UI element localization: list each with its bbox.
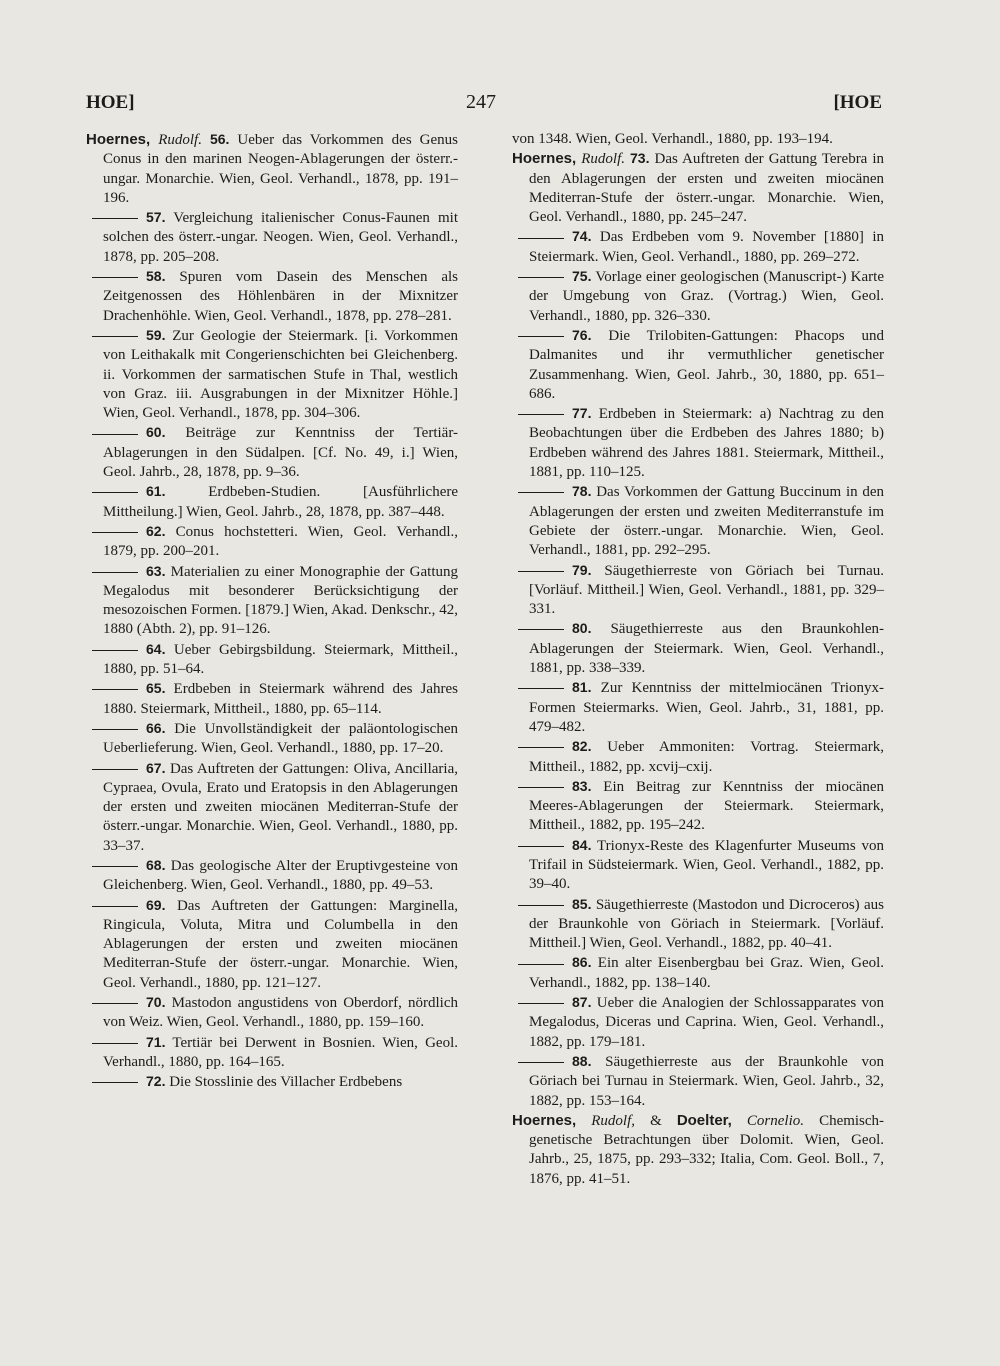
- header-left: HOE]: [86, 92, 135, 113]
- entry-text: Das Erdbeben vom 9. November [1880] in Steiermark. Wien, Geol. Verhandl., 1880, pp. 269–272.: [529, 229, 884, 265]
- ditto-dash: [518, 492, 564, 493]
- entry-ampersand: &: [650, 1112, 662, 1129]
- bibliography-entry: [86, 993, 458, 1033]
- entry-text: Das Auftreten der Gattungen: Marginella, Ringicula, Voluta, Mitra und Columbella in den Ablagerungen der ersten und zweiten miocänen Mediterran-Stufe der österr.-ungar. Monarchie. Wien, Geol. Verhandl., 1880, pp. 121–127.: [103, 897, 458, 991]
- entry-number: 73.: [630, 150, 650, 167]
- entry-number: 57.: [146, 209, 166, 226]
- ditto-dash: [518, 1003, 564, 1004]
- entry-number: 88.: [572, 1052, 592, 1069]
- ditto-dash: [518, 964, 564, 965]
- entry-text: Zur Geologie der Steiermark. [i. Vorkommen von Leithakalk mit Congerienschichten bei Gleichenberg. ii. Vorkommen der sarmatischen Stufe in Thal, westlich von Graz. iii. Ausgrabungen in der Mixnitzer Höhle.] Wien, Geol. Verhandl., 1878, pp. 304–306.: [103, 327, 458, 422]
- entry-text: Ueber das Vorkommen des Genus Conus in den marinen Neogen-Ablagerungen der österr.-ungar. Monarchie. Wien, Geol. Verhandl., 1878, pp. 191–196.: [103, 132, 458, 206]
- left-column: [86, 130, 458, 1093]
- entry-text: Das geologische Alter der Eruptivgesteine von Gleichenberg. Wien, Geol. Verhandl., 1880, pp. 49–53.: [103, 857, 458, 894]
- entry-number: 71.: [146, 1033, 166, 1050]
- ditto-dash: [92, 336, 138, 337]
- entry-number: 79.: [572, 561, 592, 578]
- ditto-dash: [518, 787, 564, 788]
- bibliography-entry: [512, 993, 884, 1052]
- ditto-dash: [92, 218, 138, 219]
- entry-number: 81.: [572, 679, 592, 696]
- bibliography-entry: [512, 619, 884, 678]
- bibliography-entry: [86, 679, 458, 719]
- entry-text: Das Auftreten der Gattungen: Oliva, Ancillaria, Cypraea, Ovula, Erato und Eratopsis in den Ablagerungen der ersten und zweiten miocänen Mediterran-Stufe der österr.-ungar. Monarchie. Wien, Geol. Verhandl., 1880, pp. 33–37.: [103, 760, 458, 854]
- entry-text: von 1348. Wien, Geol. Verhandl., 1880, pp. 193–194.: [512, 131, 833, 147]
- bibliography-entry: [512, 678, 884, 737]
- entry-text: Spuren vom Dasein des Menschen als Zeitgenossen des Höhlenbären in der Mixnitzer Drachenhöhle. Wien, Geol. Verhandl., 1878, pp. 278–281.: [103, 269, 459, 324]
- bibliography-entry: [86, 640, 458, 680]
- entry-text: Die Trilobiten-Gattungen: Phacops und Dalmanites und ihr vermuthlicher genetischer Zusammenhang. Wien, Geol. Jahrb., 30, 1880, pp. 651–686.: [529, 327, 884, 402]
- ditto-dash: [518, 629, 564, 630]
- ditto-dash: [92, 689, 138, 690]
- ditto-dash: [518, 414, 564, 415]
- entry-number: 76.: [572, 326, 592, 343]
- ditto-dash: [92, 729, 138, 730]
- entry-number: 60.: [146, 424, 166, 441]
- entry-given-name: Rudolf.: [158, 132, 202, 148]
- entry-text: Säugethierreste aus der Braunkohle von Göriach bei Turnau in Steiermark. Wien, Geol. Jahrb., 32, 1882, pp. 153–164.: [529, 1053, 884, 1109]
- bibliography-entry: [512, 130, 884, 149]
- entry-text: Vergleichung italienischer Conus-Faunen mit solchen des österr.-ungar. Neogen. Wien, Geol. Verhandl., 1878, pp. 205–208.: [103, 210, 458, 265]
- entry-number: 85.: [572, 895, 592, 912]
- ditto-dash: [518, 277, 564, 278]
- entry-text: Ein Beitrag zur Kenntniss der miocänen Meeres-Ablagerungen der Steiermark. Steiermark, Mittheil., 1882, pp. 195–242.: [529, 778, 884, 834]
- entry-text: Tertiär bei Derwent in Bosnien. Wien, Geol. Verhandl., 1880, pp. 164–165.: [103, 1034, 458, 1070]
- ditto-dash: [518, 1062, 564, 1063]
- bibliography-entry: [512, 267, 884, 326]
- entry-number: 56.: [209, 131, 230, 147]
- entry-text: Erdbeben in Steiermark während des Jahres 1880. Steiermark, Mittheil., 1880, pp. 65–114.: [103, 681, 458, 717]
- bibliography-entry: [86, 1033, 458, 1073]
- ditto-dash: [92, 650, 138, 651]
- entry-text: Ein alter Eisenbergbau bei Graz. Wien, Geol. Verhandl., 1882, pp. 138–140.: [529, 955, 885, 991]
- bibliography-entry: [86, 208, 458, 267]
- bibliography-entry: [86, 326, 458, 423]
- bibliography-entry: [86, 1072, 458, 1092]
- entry-text: Das Vorkommen der Gattung Buccinum in den Ablagerungen der ersten und zweiten Mediterranstufe im Gebiete der österr.-ungar. Monarchie. Wien, Geol. Verhandl., 1881, pp. 292–295.: [529, 484, 884, 559]
- ditto-dash: [92, 906, 138, 907]
- entry-text: Die Unvollständigkeit der paläontologischen Ueberlieferung. Wien, Geol. Verhandl., 1880, pp. 17–20.: [103, 720, 458, 757]
- bibliography-entry: [512, 1111, 884, 1189]
- running-header: [86, 92, 882, 122]
- ditto-dash: [92, 769, 138, 770]
- bibliography-entry: [512, 777, 884, 836]
- entry-number: 77.: [572, 405, 592, 422]
- header-right: [HOE: [833, 92, 882, 113]
- entry-number: 78.: [572, 483, 592, 500]
- entry-number: 87.: [572, 994, 592, 1011]
- entry-text: Mastodon angustidens von Oberdorf, nördlich von Weiz. Wien, Geol. Verhandl., 1880, pp. 159–160.: [103, 995, 459, 1031]
- bibliography-entry: [86, 522, 458, 562]
- entry-text: Beiträge zur Kenntniss der Tertiär-Ablagerungen in den Südalpen. [Cf. No. 49, i.] Wien, Geol. Jahrb., 28, 1878, pp. 9–36.: [103, 425, 459, 481]
- ditto-dash: [518, 571, 564, 572]
- entry-number: 70.: [146, 994, 166, 1011]
- entry-number: 83.: [572, 777, 592, 794]
- bibliography-entry: [512, 737, 884, 777]
- entry-number: 64.: [146, 640, 166, 657]
- bibliography-entry: [86, 759, 458, 856]
- bibliography-entry: [86, 856, 458, 896]
- entry-number: 75.: [572, 268, 592, 285]
- bibliography-entry: [512, 561, 884, 620]
- entry-text: Säugethierreste aus den Braunkohlen-Ablagerungen der Steiermark. Wien, Geol. Verhandl., 1881, pp. 338–339.: [529, 621, 884, 677]
- entry-text: Materialien zu einer Monographie der Gattung Megalodus mit besonderer Berücksichtigung der mesozoischen Formen. [1879.] Wien, Akad. Denkschr., 42, 1880 (Abth. 2), pp. 91–126.: [103, 563, 459, 638]
- entry-number: 74.: [572, 228, 592, 245]
- entry-number: 67.: [146, 759, 166, 776]
- entry-number: 80.: [572, 620, 592, 637]
- bibliography-entry: [512, 404, 884, 482]
- entry-text: Conus hochstetteri. Wien, Geol. Verhandl., 1879, pp. 200–201.: [103, 523, 459, 560]
- ditto-dash: [92, 492, 138, 493]
- bibliography-entry: [86, 896, 458, 993]
- entry-author: Hoernes,: [86, 131, 151, 148]
- entry-text: Die Stosslinie des Villacher Erdbebens: [169, 1074, 403, 1091]
- entry-coauthor-given-name: Cornelio.: [746, 1112, 804, 1129]
- entry-text: Vorlage einer geologischen (Manuscript-) Karte der Umgebung von Graz. (Vortrag.) Wien, Geol. Verhandl., 1880, pp. 326–330.: [529, 269, 884, 324]
- ditto-dash: [92, 532, 138, 533]
- ditto-dash: [518, 238, 564, 239]
- entry-author: Hoernes,: [512, 1111, 577, 1129]
- bibliography-entry: [512, 326, 884, 404]
- entry-number: 65.: [146, 680, 166, 697]
- entry-number: 66.: [146, 719, 166, 736]
- right-column: [512, 130, 884, 1189]
- ditto-dash: [92, 1043, 138, 1044]
- bibliography-entry: [86, 719, 458, 759]
- entry-number: 82.: [572, 738, 592, 755]
- ditto-dash: [518, 688, 564, 689]
- bibliography-entry: [512, 482, 884, 560]
- entry-given-name: Rudolf.: [581, 151, 625, 168]
- entry-number: 84.: [572, 836, 592, 853]
- bibliography-entry: [86, 267, 458, 326]
- entry-number: 68.: [146, 856, 166, 873]
- entry-text: Ueber die Analogien der Schlossapparates von Megalodus, Diceras und Caprina. Wien, Geol. Verhandl., 1882, pp. 179–181.: [529, 995, 884, 1050]
- entry-given-name: Rudolf,: [591, 1112, 636, 1129]
- bibliography-entry: [512, 149, 884, 227]
- page-number: 247: [466, 91, 496, 113]
- entry-text: Erdbeben-Studien. [Ausführlichere Mittheilung.] Wien, Geol. Jahrb., 28, 1878, pp. 387–448.: [103, 484, 459, 520]
- entry-text: Säugethierreste (Mastodon und Dicroceros) aus der Braunkohle von Göriach in Steiermark. [Vorläuf. Mittheil.] Wien, Geol. Verhandl., 1882, pp. 40–41.: [529, 896, 885, 952]
- entry-number: 69.: [146, 896, 166, 913]
- entry-number: 86.: [572, 954, 592, 971]
- entry-number: 62.: [146, 522, 166, 539]
- bibliography-entry: [512, 953, 884, 993]
- bibliography-entry: [512, 895, 884, 954]
- entry-text: Trionyx-Reste des Klagenfurter Museums von Trifail in Südsteiermark. Wien, Geol. Verhandl., 1882, pp. 39–40.: [529, 837, 884, 893]
- ditto-dash: [518, 846, 564, 847]
- bibliography-entry: [86, 130, 458, 208]
- entry-number: 61.: [146, 483, 166, 500]
- entry-text: Ueber Ammoniten: Vortrag. Steiermark, Mittheil., 1882, pp. xcvij–cxij.: [529, 739, 884, 775]
- entry-number: 59.: [146, 326, 166, 343]
- ditto-dash: [518, 747, 564, 748]
- ditto-dash: [92, 572, 138, 573]
- ditto-dash: [92, 866, 138, 867]
- entry-author: Hoernes,: [512, 150, 577, 168]
- entry-text: Zur Kenntniss der mittelmiocänen Trionyx-Formen Steiermarks. Wien, Geol. Jahrb., 31, 1881, pp. 479–482.: [529, 680, 885, 735]
- ditto-dash: [92, 1003, 138, 1004]
- entry-number: 58.: [146, 268, 166, 285]
- bibliography-entry: [86, 423, 458, 482]
- entry-coauthor: Doelter,: [676, 1111, 732, 1129]
- bibliography-entry: [512, 836, 884, 895]
- ditto-dash: [92, 434, 138, 435]
- ditto-dash: [92, 277, 138, 278]
- entry-text: Chemisch-genetische Betrachtungen über Dolomit. Wien, Geol. Jahrb., 25, 1875, pp. 293–332; Italia, Com. Geol. Boll., 7, 1876, pp. 41–51.: [529, 1112, 885, 1187]
- bibliography-entry: [512, 1052, 884, 1111]
- entry-text: Erdbeben in Steiermark: a) Nachtrag zu den Beobachtungen über die Erdbeben des Jahres 1880; b) Erdbeben während des Jahres 1881. Steiermark, Mittheil., 1881, pp. 110–125.: [529, 406, 884, 481]
- bibliography-entry: [86, 562, 458, 640]
- entry-text: Säugethierreste von Göriach bei Turnau. [Vorläuf. Mittheil.] Wien, Geol. Verhandl., 1881, pp. 329–331.: [529, 562, 884, 618]
- entry-text: Das Auftreten der Gattung Terebra in den Ablagerungen der ersten und zweiten miocänen Mediterran-Stufe der österr.-ungar. Monarchie. Wien, Geol. Verhandl., 1880, pp. 245–247.: [529, 151, 885, 226]
- bibliography-entry: [512, 227, 884, 267]
- entry-text: Ueber Gebirgsbildung. Steiermark, Mittheil., 1880, pp. 51–64.: [103, 641, 458, 678]
- ditto-dash: [92, 1082, 138, 1083]
- bibliography-entry: [86, 482, 458, 522]
- ditto-dash: [518, 336, 564, 337]
- ditto-dash: [518, 905, 564, 906]
- entry-number: 63.: [146, 562, 166, 579]
- entry-number: 72.: [146, 1073, 166, 1090]
